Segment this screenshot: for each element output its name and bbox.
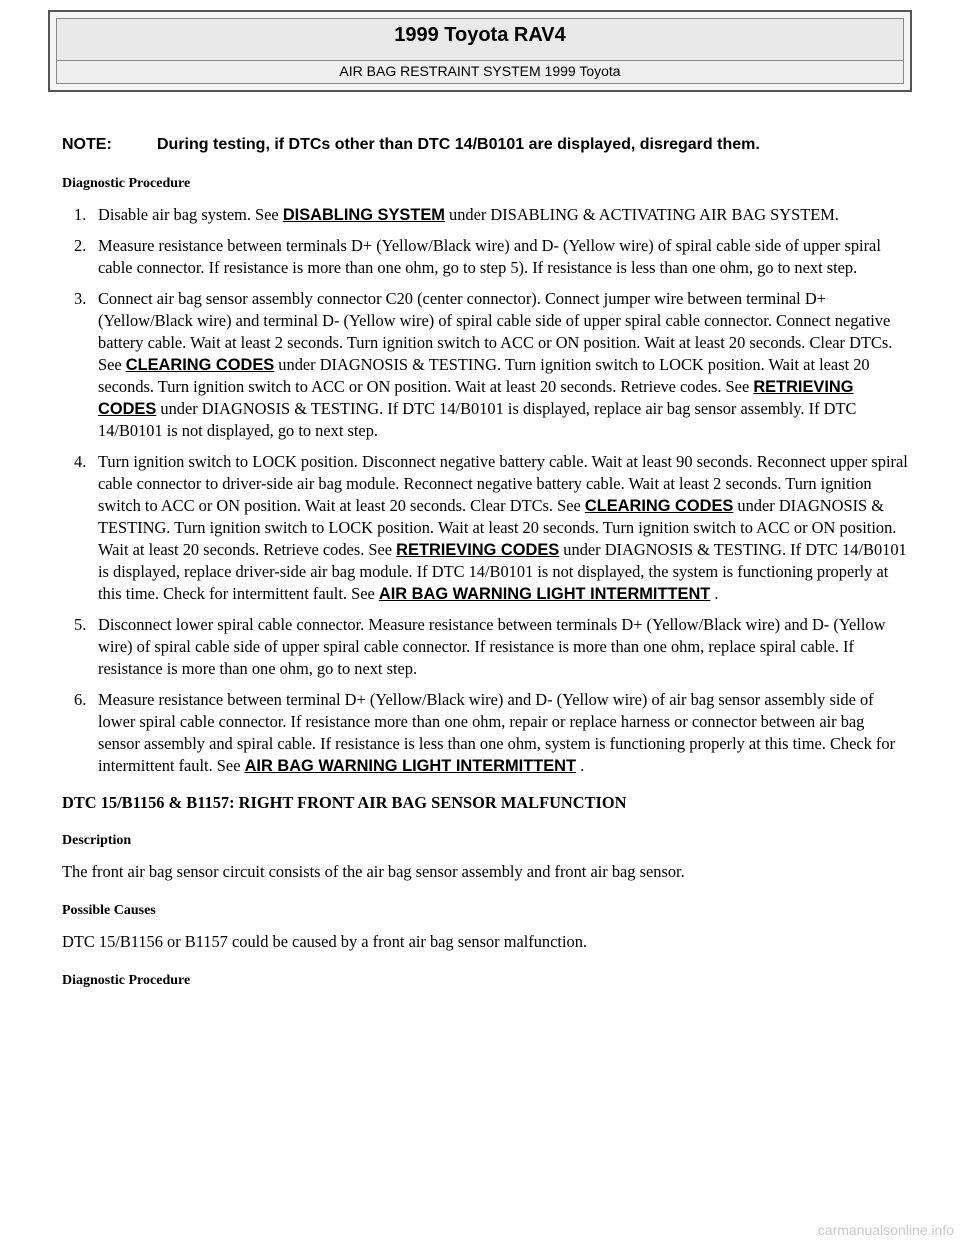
link-clearing-codes[interactable]: CLEARING CODES: [584, 497, 734, 515]
note: [62, 136, 922, 154]
step-item: [62, 689, 910, 777]
step-item: [62, 614, 910, 680]
step-item: [62, 288, 910, 442]
link-retrieving-codes[interactable]: RETRIEVING CODES: [396, 541, 560, 559]
step-text: Disable air bag system. See: [98, 205, 283, 224]
note-text: During testing, if DTCs other than DTC 14/B0101 are displayed, disregard them.: [157, 136, 760, 153]
description-text: The front air bag sensor circuit consists of the air bag sensor assembly and front air bag sensor.: [62, 862, 685, 881]
step-text: Measure resistance between terminal D+ (Yellow/Black wire) and D- (Yellow wire) of air bag sensor assembly side of lower spiral cable connector. If resistance more than one ohm, repair or replace harness or connector between air bag sensor assembly and spiral cable. If resistance is less than one ohm, system is functioning properly at this time. Check for intermittent fault. See: [98, 690, 896, 775]
step-number: 5.: [74, 615, 87, 634]
step-number: 2.: [74, 236, 87, 255]
step-item: [62, 204, 910, 226]
step-text: under DIAGNOSIS & TESTING. If DTC 14/B0101 is displayed, replace driver-side air bag module. If DTC 14/B0101 is not displayed, the system is functioning properly at this time. Check for intermittent fault. See: [98, 540, 907, 603]
link-air-bag-warning-light-intermittent[interactable]: AIR BAG WARNING LIGHT INTERMITTENT: [244, 757, 577, 775]
procedure-steps: [62, 204, 910, 777]
step-text: under DIAGNOSIS & TESTING. If DTC 14/B0101 is displayed, replace air bag sensor assembly. If DTC 14/B0101 is not displayed, go to next step.: [98, 399, 857, 440]
step-text: .: [576, 756, 585, 775]
diagnostic-procedure-heading-2: Diagnostic Procedure: [62, 973, 191, 988]
note-label: NOTE:: [62, 136, 112, 153]
document-header: [48, 10, 912, 92]
step-text: under DIAGNOSIS & TESTING. Turn ignition switch to LOCK position. Wait at least 20 seconds. Turn ignition switch to ACC or ON position. Wait at least 20 seconds. Retrieve codes. See: [98, 355, 870, 396]
step-text: under DISABLING & ACTIVATING AIR BAG SYSTEM.: [444, 205, 839, 224]
step-text: Measure resistance between terminals D+ (Yellow/Black wire) and D- (Yellow wire) of spiral cable side of upper spiral cable connector. If resistance is more than one ohm, go to step 5). If resistance is less than one ohm, go to next step.: [98, 236, 881, 277]
header-subtitle: AIR BAG RESTRAINT SYSTEM 1999 Toyota: [339, 63, 621, 79]
description-heading: Description: [62, 833, 132, 848]
step-number: 3.: [74, 289, 87, 308]
step-number: 6.: [74, 690, 87, 709]
step-number: 1.: [74, 205, 87, 224]
link-disabling-system[interactable]: DISABLING SYSTEM: [282, 206, 445, 224]
step-text: Turn ignition switch to LOCK position. Disconnect negative battery cable. Wait at least 90 seconds. Reconnect upper spiral cable connector to driver-side air bag module. Reconnect negative battery cable. Wait at least 2 seconds. Turn ignition switch to ACC or ON position. Wait at least 20 seconds. Clear DTCs. See: [98, 452, 908, 515]
step-number: 4.: [74, 452, 87, 471]
watermark: carmanualsonline.info: [817, 1222, 954, 1238]
link-air-bag-warning-light-intermittent[interactable]: AIR BAG WARNING LIGHT INTERMITTENT: [378, 585, 711, 603]
header-subtitle-bar: [56, 60, 904, 84]
possible-causes-heading: Possible Causes: [62, 903, 156, 918]
header-title-bar: [56, 18, 904, 62]
link-clearing-codes[interactable]: CLEARING CODES: [125, 356, 275, 374]
possible-causes-text: DTC 15/B1156 or B1157 could be caused by a front air bag sensor malfunction.: [62, 932, 587, 951]
step-text: .: [710, 584, 719, 603]
step-item: [62, 235, 910, 279]
step-item: [62, 451, 910, 605]
link-retrieving-codes[interactable]: RETRIEVING CODES: [98, 378, 854, 418]
dtc-section-heading: DTC 15/B1156 & B1157: RIGHT FRONT AIR BAG SENSOR MALFUNCTION: [62, 793, 627, 812]
main-content: [62, 176, 910, 1001]
header-title: 1999 Toyota RAV4: [394, 24, 566, 46]
step-text: under DIAGNOSIS & TESTING. Turn ignition switch to LOCK position. Wait at least 20 seconds. Turn ignition switch to ACC or ON position. Wait at least 20 seconds. Retrieve codes. See: [98, 496, 897, 559]
step-text: Disconnect lower spiral cable connector. Measure resistance between terminals D+ (Yellow/Black wire) and D- (Yellow wire) of spiral cable side of upper spiral cable connector. If resistance is more than one ohm, replace spiral cable. If resistance is more than one ohm, go to next step.: [98, 615, 886, 678]
diagnostic-procedure-heading: Diagnostic Procedure: [62, 176, 191, 191]
step-text: Connect air bag sensor assembly connector C20 (center connector). Connect jumper wire between terminal D+ (Yellow/Black wire) and terminal D- (Yellow wire) of spiral cable side of upper spiral cable connector. Connect negative battery cable. Wait at least 2 seconds. Turn ignition switch to ACC or ON position. Wait at least 20 seconds. Clear DTCs. See: [98, 289, 893, 374]
